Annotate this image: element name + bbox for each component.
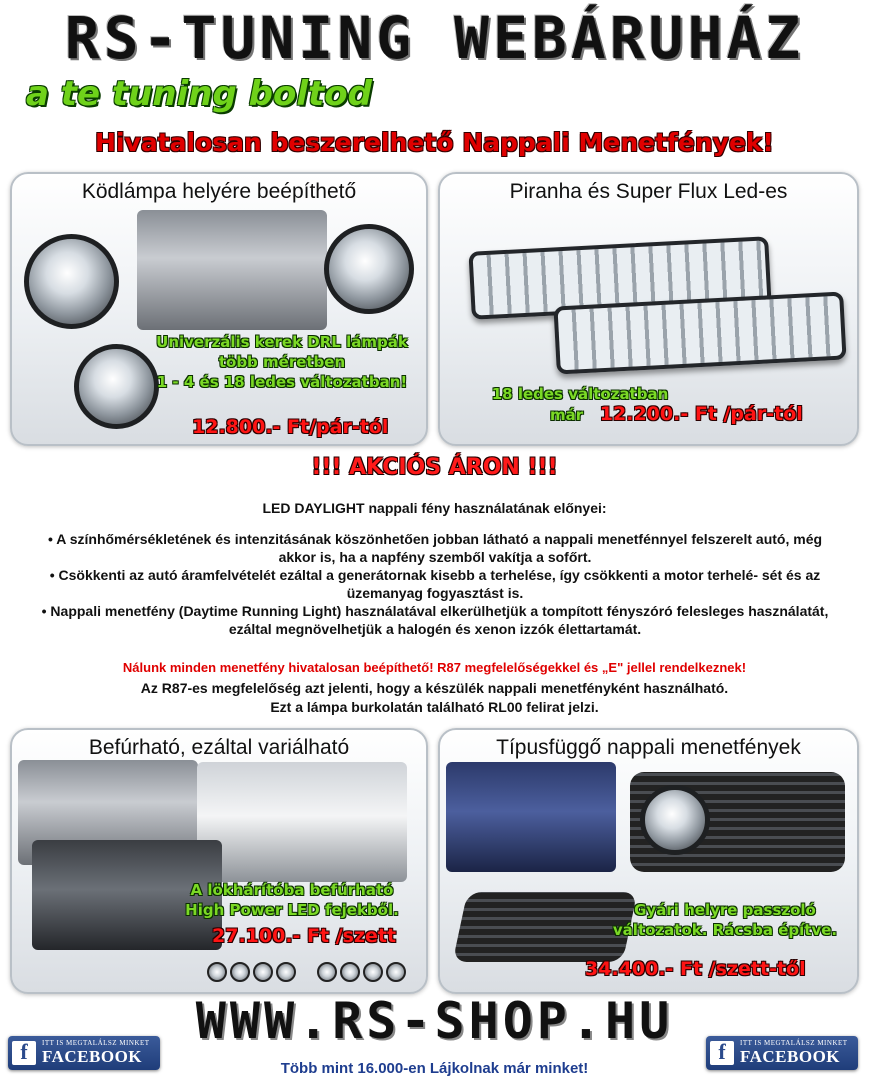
led-head-image [253, 962, 273, 982]
benefits-intro: LED DAYLIGHT nappali fény használatának előnyei: [262, 500, 607, 516]
product-panel-piranha[interactable] [438, 172, 859, 446]
facebook-icon: f [710, 1041, 734, 1065]
promo-text: A lökhárítóba befúrható High Power LED fejekből. [185, 881, 399, 919]
facebook-icon: f [12, 1041, 36, 1065]
car-photo [137, 210, 327, 330]
panel-title: Befúrható, ezáltal variálható [88, 736, 350, 759]
sale-banner: !!! AKCIÓS ÁRON !!! [311, 455, 558, 480]
benefit-item: • Csökkenti az autó áramfelvételét ezáltal a generátornak kisebb a terhelése, így csökkenti a motor terhelé- sét és az üzemanyag fogyasztást is. [49, 567, 821, 601]
likes-footer: Több mint 16.000-en Lájkolnak már minket! [280, 1060, 589, 1077]
led-head-image [363, 962, 383, 982]
panel-title: Ködlámpa helyére beépíthető [81, 180, 357, 203]
car-photo [197, 762, 407, 882]
facebook-button[interactable]: f ITT IS MEGTALÁLSZ MINKET FACEBOOK [8, 1036, 160, 1070]
price-label: már 12.200.- Ft /pár-tól [550, 403, 803, 425]
led-head-image [207, 962, 227, 982]
led-head-image [276, 962, 296, 982]
panel-title: Típusfüggő nappali menetfények [496, 736, 801, 759]
promo-text: 18 ledes változatban [491, 385, 669, 403]
facebook-button[interactable]: f ITT IS MEGTALÁLSZ MINKET FACEBOOK [706, 1036, 858, 1070]
slogan: a te tuning boltod [26, 74, 372, 114]
round-drl-lamp-image [24, 234, 119, 329]
rl00-explanation: Ezt a lámpa burkolatán található RL00 felirat jelzi. [270, 699, 599, 715]
price-label: 34.400.- Ft /szett-től [585, 958, 806, 980]
benefits-list [30, 530, 840, 638]
price-label: 27.100.- Ft /szett [212, 925, 397, 947]
product-panel-fog-lamp[interactable] [10, 172, 428, 446]
product-panel-model-specific[interactable] [438, 728, 859, 994]
headline: Hivatalosan beszerelhető Nappali Menetfények! [95, 128, 774, 157]
promo-text: Gyári helyre passzoló változatok. Rácsba építve. [612, 901, 838, 939]
page-title: RS-TUNING WEBÁRUHÁZ [64, 4, 805, 72]
website-domain[interactable]: WWW.RS-SHOP.HU [195, 992, 674, 1050]
product-panel-drill-in[interactable] [10, 728, 428, 994]
benefit-item: • Nappali menetfény (Daytime Running Light) használatával elkerülhetjük a tompított fényszóró felesleges használatát, ezáltal megnövelhetjük a halogén és xenon izzók élettartamát. [41, 603, 829, 637]
round-drl-lamp-image [324, 224, 414, 314]
price-label: 12.800.- Ft/pár-tól [192, 416, 389, 438]
r87-notice: Nálunk minden menetfény hivatalosan beépíthető! R87 megfelelőségekkel és „E" jellel rendelkeznek! [122, 660, 747, 675]
led-head-image [386, 962, 406, 982]
benefit-item: • A színhőmérsékletének és intenzitásának köszönhetően jobban látható a nappali menetfénnyel felszerelt autó, még akkor is, ha a napfény szemből vakítja a sofőrt. [47, 531, 823, 565]
r87-explanation: Az R87-es megfelelőség azt jelenti, hogy a készülék nappali menetfényként használható. [140, 680, 729, 696]
led-head-image [340, 962, 360, 982]
led-bar-lamp-image [553, 291, 846, 374]
promo-text: Univerzális kerek DRL lámpák több méretben 1 - 4 és 18 ledes változatban! [156, 333, 408, 391]
round-drl-lamp-image [640, 785, 710, 855]
led-head-image [317, 962, 337, 982]
car-photo [446, 762, 616, 872]
panel-title: Piranha és Super Flux Led-es [509, 180, 788, 203]
led-head-image [230, 962, 250, 982]
